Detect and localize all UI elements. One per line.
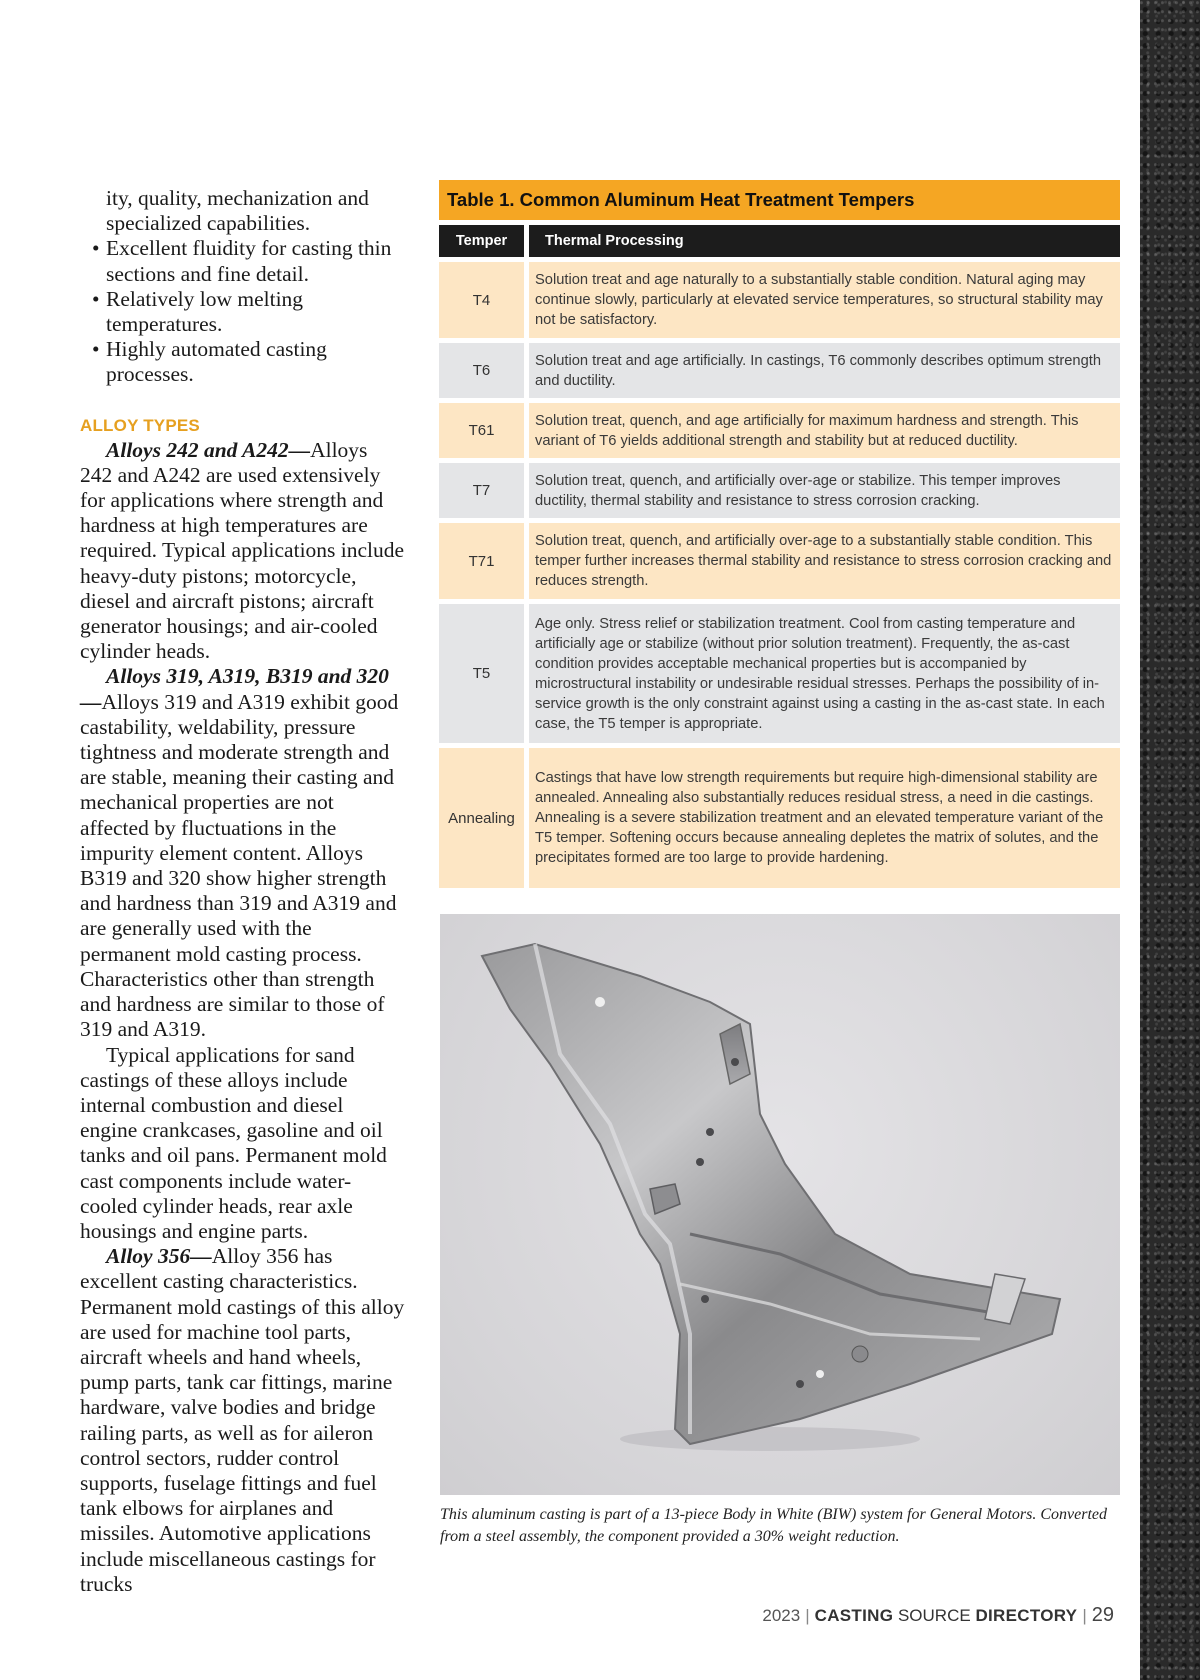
paragraph-text: Alloys 319 and A319 exhibit good castability, weldability, pressure tightness and moderate strength and are stable, meaning their casting and mechanical properties are not affected by fluctuations in the impurity element content. Alloys B319 and 320 show higher strength and hardness than 319 and A319 and are generally used with the permanent mold casting process. Characteristics other than strength and hardness are similar to those of 319 and A319. <box>80 689 399 1042</box>
column-header-processing: Thermal Processing <box>529 225 1120 257</box>
section-heading: ALLOY TYPES <box>80 415 200 435</box>
table-row <box>439 262 1120 338</box>
list-item: • Relatively low melting temperatures. <box>80 287 405 337</box>
table-title: Table 1. Common Aluminum Heat Treatment Tempers <box>439 180 1120 220</box>
table-row <box>439 403 1120 458</box>
brand-word-directory: DIRECTORY <box>975 1606 1078 1625</box>
paragraph-lead: Alloys 319, A319, B319 and 320— <box>80 664 389 714</box>
intro-continuation: ity, quality, mechanization and specialized capabilities. <box>106 186 369 236</box>
temper-cell: T61 <box>439 403 524 458</box>
table-row <box>439 523 1120 599</box>
processing-cell: Solution treat and age naturally to a substantially stable condition. Natural aging may continue slowly, particularly at elevated service temperatures, so structural stability may not be satisfactory. <box>529 262 1120 338</box>
table-row <box>439 748 1120 888</box>
processing-cell: Solution treat, quench, and age artificially for maximum hardness and strength. This variant of T6 yields additional strength and stability but at reduced ductility. <box>529 403 1120 458</box>
brand-word-casting: CASTING <box>814 1606 894 1625</box>
paragraph-text: Typical applications for sand castings of these alloys include internal combustion and diesel engine crankcases, gasoline and oil tanks and oil pans. Permanent mold cast components include water-cooled cylinder heads, rear axle housings and engine parts. <box>80 1042 387 1243</box>
list-item: • Excellent fluidity for casting thin sections and fine detail. <box>80 236 405 286</box>
footer-separator: | <box>805 1606 810 1625</box>
page-number: 29 <box>1091 1604 1114 1626</box>
casting-photo <box>440 914 1120 1495</box>
processing-cell: Solution treat and age artificially. In castings, T6 commonly describes optimum strength and ductility. <box>529 343 1120 398</box>
table-row <box>439 343 1120 398</box>
paragraph <box>80 1043 405 1245</box>
table-row <box>439 463 1120 518</box>
processing-cell: Solution treat, quench, and artificially over-age to a substantially stable condition. This temper further increases thermal stability and resistance to stress corrosion cracking and reduces strength. <box>529 523 1120 599</box>
footer-brand <box>815 1606 1078 1625</box>
table-header-row <box>439 225 1120 257</box>
column-header-temper: Temper <box>439 225 524 257</box>
paragraph <box>80 438 405 665</box>
left-column <box>80 186 405 1597</box>
processing-cell: Solution treat, quench, and artificially over-age or stabilize. This temper improves ductility, thermal stability and resistance to stress corrosion cracking. <box>529 463 1120 518</box>
temper-cell: T7 <box>439 463 524 518</box>
paragraph-lead: Alloys 242 and A242— <box>106 437 311 462</box>
processing-cell: Castings that have low strength requirements but require high-dimensional stability are annealed. Annealing also substantially reduces residual stress, a need in die castings. Annealing is a severe stabilization treatment and an elevated temperature variant of the T5 temper. Softening occurs because annealing depletes the matrix of solutes, and the precipitates formed are too large to provide hardening. <box>529 748 1120 888</box>
paragraph-text: Alloys 242 and A242 are used extensively for applications where strength and hardness at high temperatures are required. Typical applications include heavy-duty pistons; motorcycle, diesel and aircraft pistons; aircraft generator housings; and air-cooled cylinder heads. <box>80 437 405 664</box>
page-footer <box>762 1600 1114 1630</box>
photo-caption: This aluminum casting is part of a 13-piece Body in White (BIW) system for General Motors. Converted from a steel assembly, the component provided a 30% weight reduction. <box>440 1506 1108 1545</box>
list-item: • Highly automated casting processes. <box>80 337 405 387</box>
paragraph-lead: Alloy 356— <box>106 1244 212 1269</box>
temper-cell: T4 <box>439 262 524 338</box>
aluminum-casting-image <box>440 914 1120 1495</box>
temper-table <box>439 180 1120 893</box>
processing-cell: Age only. Stress relief or stabilization treatment. Cool from casting temperature and artificially age or stabilize (without prior solution treatment). Frequently, the as-cast condition provides acceptable mechanical properties but is accompanied by microstructural instability or undesirable residual stresses. Perhaps the possibility of in-service growth is the only constraint against using a casting in the as-cast state. In each case, the T5 temper is appropriate. <box>529 604 1120 743</box>
paragraph-text: Alloy 356 has excellent casting characteristics. Permanent mold castings of this alloy are used for machine tool parts, aircraft wheels and hand wheels, pump parts, tank car fittings, marine hardware, valve bodies and bridge railing parts, as well as for aileron control sectors, rudder control supports, fuselage fittings and fuel tank elbows for airplanes and missiles. Automotive applications include miscellaneous castings for trucks <box>80 1244 405 1596</box>
page-edge-texture <box>1140 0 1200 1680</box>
temper-cell: T6 <box>439 343 524 398</box>
paragraph <box>80 664 405 1042</box>
footer-year: 2023 <box>762 1606 801 1625</box>
table-row <box>439 604 1120 743</box>
temper-cell: Annealing <box>439 748 524 888</box>
feature-list <box>80 236 405 387</box>
temper-cell: T71 <box>439 523 524 599</box>
temper-cell: T5 <box>439 604 524 743</box>
paragraph <box>80 1244 405 1597</box>
footer-separator: | <box>1082 1606 1087 1625</box>
brand-word-source: SOURCE <box>897 1606 971 1625</box>
